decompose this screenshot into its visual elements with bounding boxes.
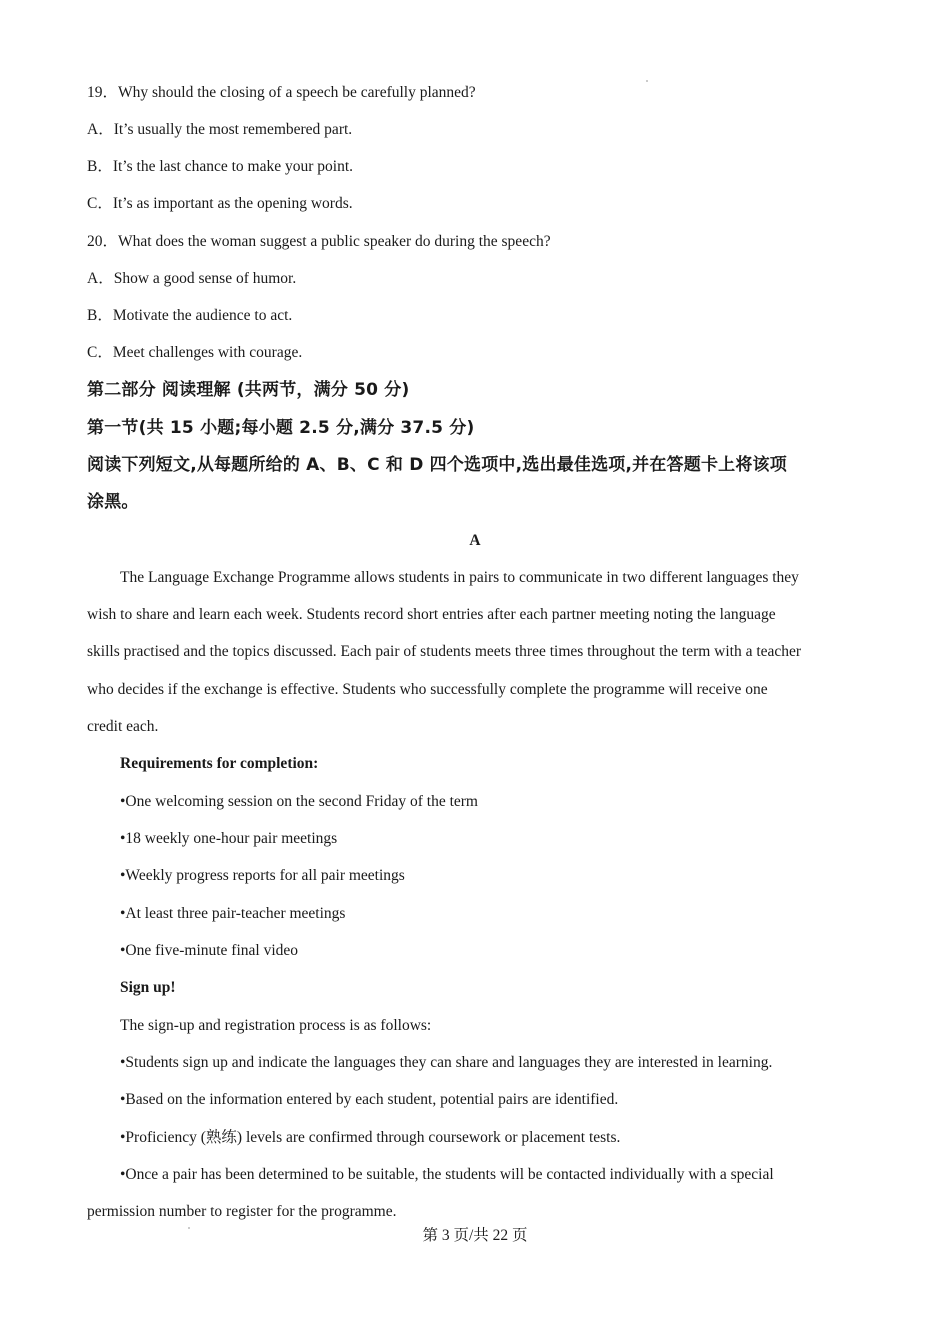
question-19-option-b: B．It’s the last chance to make your point. — [87, 158, 354, 175]
instruction-line-1: 阅读下列短文,从每题所给的 A、B、C 和 D 四个选项中,选出最佳选项,并在答题卡上将该项 — [87, 455, 787, 475]
page-number: 第 3 页/共 22 页 — [422, 1227, 528, 1244]
passage-paragraph-line: wish to share and learn each week. Students record short entries after each partner meeting noting the language — [87, 606, 776, 623]
passage-paragraph-line: who decides if the exchange is effective. Students who successfully complete the programme will receive one — [87, 681, 768, 698]
part-2-heading: 第二部分 阅读理解 (共两节，满分 50 分) — [87, 380, 410, 400]
scan-speck — [188, 1227, 190, 1229]
signup-step: •Proficiency (熟练) levels are confirmed through coursework or placement tests. — [120, 1129, 621, 1146]
signup-step: •Students sign up and indicate the languages they can share and languages they are interested in learning. — [120, 1054, 773, 1071]
signup-heading: Sign up! — [120, 979, 176, 996]
instruction-line-2: 涂黑。 — [87, 492, 139, 512]
signup-step: •Once a pair has been determined to be suitable, the students will be contacted individually with a special — [120, 1166, 774, 1183]
question-20-option-c: C．Meet challenges with courage. — [87, 344, 303, 361]
question-20-option-a: A．Show a good sense of humor. — [87, 270, 297, 287]
requirement-item: •At least three pair-teacher meetings — [120, 905, 346, 922]
passage-paragraph-line: credit each. — [87, 718, 159, 735]
passage-paragraph-line: skills practised and the topics discussed. Each pair of students meets three times throughout the term with a teacher — [87, 643, 802, 660]
question-20-option-b: B．Motivate the audience to act. — [87, 307, 293, 324]
scan-speck — [646, 80, 648, 82]
signup-intro: The sign-up and registration process is as follows: — [120, 1017, 432, 1034]
requirement-item: •Weekly progress reports for all pair meetings — [120, 867, 405, 884]
question-19-option-a: A．It’s usually the most remembered part. — [87, 121, 353, 138]
section-1-heading: 第一节(共 15 小题;每小题 2.5 分,满分 37.5 分) — [87, 418, 475, 438]
requirement-item: •18 weekly one-hour pair meetings — [120, 830, 338, 847]
passage-paragraph-line: The Language Exchange Programme allows students in pairs to communicate in two different languages they — [120, 569, 799, 586]
signup-step: •Based on the information entered by each student, potential pairs are identified. — [120, 1091, 619, 1108]
question-20-stem: 20．What does the woman suggest a public speaker do during the speech? — [87, 233, 551, 250]
requirement-item: •One welcoming session on the second Friday of the term — [120, 793, 478, 810]
question-19-option-c: C．It’s as important as the opening words. — [87, 195, 353, 212]
requirement-item: •One five-minute final video — [120, 942, 299, 959]
question-19-stem: 19．Why should the closing of a speech be carefully planned? — [87, 84, 476, 101]
requirements-heading: Requirements for completion: — [120, 755, 319, 772]
signup-step-continuation: permission number to register for the programme. — [87, 1203, 397, 1220]
passage-a-label: A — [469, 532, 481, 549]
